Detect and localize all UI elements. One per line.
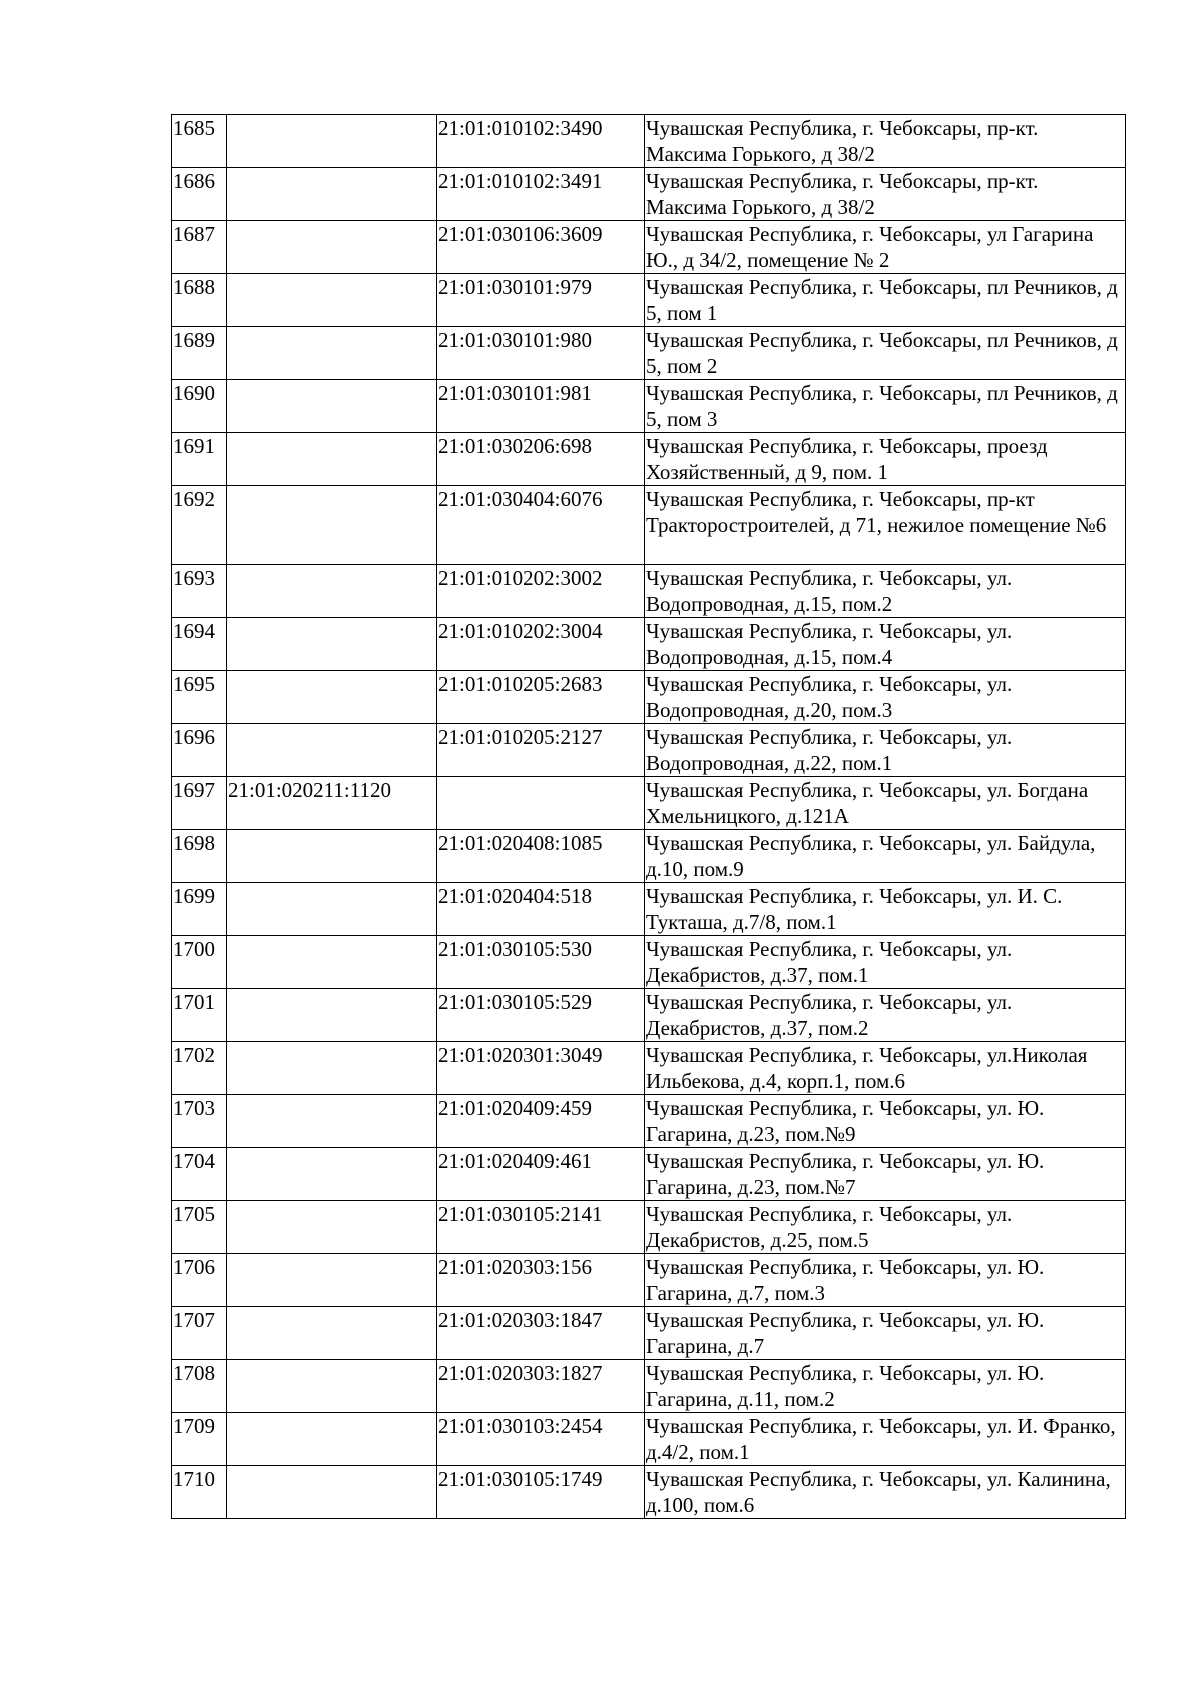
address-cell: Чувашская Республика, г. Чебоксары, пл Речников, д 5, пом 2 [645,327,1126,380]
address-cell: Чувашская Республика, г. Чебоксары, пл Речников, д 5, пом 3 [645,380,1126,433]
row-number-cell: 1702 [172,1042,227,1095]
cadastral-number-premises-cell: 21:01:030105:530 [437,936,645,989]
cadastral-number-building-cell [227,989,437,1042]
row-number-cell: 1694 [172,618,227,671]
address-cell: Чувашская Республика, г. Чебоксары, ул Гагарина Ю., д 34/2, помещение № 2 [645,221,1126,274]
row-number-cell: 1707 [172,1307,227,1360]
cadastral-number-premises-cell: 21:01:020409:459 [437,1095,645,1148]
address-cell: Чувашская Республика, г. Чебоксары, ул. Декабристов, д.37, пом.1 [645,936,1126,989]
cadastral-number-building-cell [227,936,437,989]
cadastral-number-premises-cell: 21:01:020301:3049 [437,1042,645,1095]
registry-table-body [172,115,1126,1519]
cadastral-number-premises-cell: 21:01:010102:3491 [437,168,645,221]
address-cell: Чувашская Республика, г. Чебоксары, пл Речников, д 5, пом 1 [645,274,1126,327]
row-number-cell: 1697 [172,777,227,830]
table-row [172,380,1126,433]
cadastral-number-premises-cell: 21:01:010205:2127 [437,724,645,777]
table-row [172,274,1126,327]
cadastral-number-premises-cell: 21:01:010102:3490 [437,115,645,168]
address-cell: Чувашская Республика, г. Чебоксары, ул. Водопроводная, д.15, пом.4 [645,618,1126,671]
cadastral-number-building-cell [227,724,437,777]
table-row [172,936,1126,989]
table-row [172,565,1126,618]
table-row [172,1254,1126,1307]
cadastral-number-building-cell [227,486,437,565]
row-number-cell: 1692 [172,486,227,565]
cadastral-number-premises-cell: 21:01:030101:980 [437,327,645,380]
row-number-cell: 1706 [172,1254,227,1307]
address-cell: Чувашская Республика, г. Чебоксары, ул. Водопроводная, д.20, пом.3 [645,671,1126,724]
row-number-cell: 1708 [172,1360,227,1413]
row-number-cell: 1703 [172,1095,227,1148]
row-number-cell: 1701 [172,989,227,1042]
cadastral-number-building-cell [227,433,437,486]
table-row [172,115,1126,168]
cadastral-number-premises-cell: 21:01:020303:156 [437,1254,645,1307]
cadastral-number-building-cell [227,1254,437,1307]
cadastral-number-building-cell [227,380,437,433]
cadastral-number-premises-cell [437,777,645,830]
cadastral-number-premises-cell: 21:01:020303:1827 [437,1360,645,1413]
row-number-cell: 1710 [172,1466,227,1519]
cadastral-number-building-cell [227,1466,437,1519]
cadastral-number-building-cell [227,565,437,618]
cadastral-number-building-cell [227,1095,437,1148]
cadastral-number-premises-cell: 21:01:030103:2454 [437,1413,645,1466]
cadastral-number-building-cell [227,1360,437,1413]
cadastral-number-building-cell [227,1148,437,1201]
address-cell: Чувашская Республика, г. Чебоксары, пр-кт. Максима Горького, д 38/2 [645,115,1126,168]
address-cell: Чувашская Республика, г. Чебоксары, ул. Ю. Гагарина, д.23, пом.№7 [645,1148,1126,1201]
row-number-cell: 1696 [172,724,227,777]
row-number-cell: 1709 [172,1413,227,1466]
cadastral-number-premises-cell: 21:01:010202:3002 [437,565,645,618]
row-number-cell: 1688 [172,274,227,327]
cadastral-number-building-cell [227,115,437,168]
cadastral-number-building-cell [227,327,437,380]
address-cell: Чувашская Республика, г. Чебоксары, ул. Ю. Гагарина, д.11, пом.2 [645,1360,1126,1413]
cadastral-number-premises-cell: 21:01:020408:1085 [437,830,645,883]
cadastral-number-premises-cell: 21:01:030206:698 [437,433,645,486]
cadastral-number-premises-cell: 21:01:020409:461 [437,1148,645,1201]
property-registry-table [171,114,1126,1519]
row-number-cell: 1704 [172,1148,227,1201]
address-cell: Чувашская Республика, г. Чебоксары, ул. И. С. Тукташа, д.7/8, пом.1 [645,883,1126,936]
address-cell: Чувашская Республика, г. Чебоксары, ул. Водопроводная, д.15, пом.2 [645,565,1126,618]
row-number-cell: 1705 [172,1201,227,1254]
cadastral-number-building-cell [227,1042,437,1095]
row-number-cell: 1700 [172,936,227,989]
cadastral-number-building-cell [227,1307,437,1360]
address-cell: Чувашская Республика, г. Чебоксары, ул. Декабристов, д.25, пом.5 [645,1201,1126,1254]
cadastral-number-premises-cell: 21:01:030105:529 [437,989,645,1042]
table-row [172,1201,1126,1254]
table-row [172,1466,1126,1519]
cadastral-number-building-cell [227,883,437,936]
cadastral-number-premises-cell: 21:01:010202:3004 [437,618,645,671]
table-row [172,327,1126,380]
row-number-cell: 1685 [172,115,227,168]
address-cell: Чувашская Республика, г. Чебоксары, ул. Байдула, д.10, пом.9 [645,830,1126,883]
row-number-cell: 1691 [172,433,227,486]
cadastral-number-building-cell [227,1201,437,1254]
row-number-cell: 1690 [172,380,227,433]
table-row [172,671,1126,724]
cadastral-number-premises-cell: 21:01:030101:981 [437,380,645,433]
table-row [172,221,1126,274]
address-cell: Чувашская Республика, г. Чебоксары, ул. Ю. Гагарина, д.7, пом.3 [645,1254,1126,1307]
address-cell: Чувашская Республика, г. Чебоксары, ул. Ю. Гагарина, д.23, пом.№9 [645,1095,1126,1148]
table-row [172,1148,1126,1201]
table-row [172,1307,1126,1360]
cadastral-number-premises-cell: 21:01:030105:1749 [437,1466,645,1519]
row-number-cell: 1698 [172,830,227,883]
cadastral-number-building-cell [227,671,437,724]
cadastral-number-building-cell [227,618,437,671]
row-number-cell: 1695 [172,671,227,724]
cadastral-number-building-cell [227,1413,437,1466]
address-cell: Чувашская Республика, г. Чебоксары, ул. Богдана Хмельницкого, д.121А [645,777,1126,830]
table-row [172,618,1126,671]
row-number-cell: 1693 [172,565,227,618]
table-row [172,777,1126,830]
address-cell: Чувашская Республика, г. Чебоксары, ул. Ю. Гагарина, д.7 [645,1307,1126,1360]
address-cell: Чувашская Республика, г. Чебоксары, пр-кт. Максима Горького, д 38/2 [645,168,1126,221]
row-number-cell: 1686 [172,168,227,221]
table-row [172,883,1126,936]
cadastral-number-premises-cell: 21:01:030101:979 [437,274,645,327]
table-row [172,168,1126,221]
address-cell: Чувашская Республика, г. Чебоксары, проезд Хозяйственный, д 9, пом. 1 [645,433,1126,486]
row-number-cell: 1687 [172,221,227,274]
table-row [172,1360,1126,1413]
address-cell: Чувашская Республика, г. Чебоксары, ул. И. Франко, д.4/2, пом.1 [645,1413,1126,1466]
address-cell: Чувашская Республика, г. Чебоксары, ул.Николая Ильбекова, д.4, корп.1, пом.6 [645,1042,1126,1095]
table-row [172,486,1126,565]
cadastral-number-building-cell [227,168,437,221]
table-row [172,433,1126,486]
cadastral-number-premises-cell: 21:01:010205:2683 [437,671,645,724]
table-row [172,1413,1126,1466]
cadastral-number-premises-cell: 21:01:030404:6076 [437,486,645,565]
table-row [172,724,1126,777]
table-row [172,1042,1126,1095]
table-row [172,989,1126,1042]
cadastral-number-premises-cell: 21:01:030106:3609 [437,221,645,274]
row-number-cell: 1689 [172,327,227,380]
cadastral-number-premises-cell: 21:01:020404:518 [437,883,645,936]
table-row [172,1095,1126,1148]
cadastral-number-building-cell [227,830,437,883]
address-cell: Чувашская Республика, г. Чебоксары, ул. Водопроводная, д.22, пом.1 [645,724,1126,777]
address-cell: Чувашская Республика, г. Чебоксары, ул. Калинина, д.100, пом.6 [645,1466,1126,1519]
cadastral-number-building-cell [227,221,437,274]
address-cell: Чувашская Республика, г. Чебоксары, ул. Декабристов, д.37, пом.2 [645,989,1126,1042]
cadastral-number-building-cell [227,274,437,327]
cadastral-number-premises-cell: 21:01:020303:1847 [437,1307,645,1360]
row-number-cell: 1699 [172,883,227,936]
table-row [172,830,1126,883]
address-cell: Чувашская Республика, г. Чебоксары, пр-кт Тракторостроителей, д 71, нежилое помещение №6 [645,486,1126,565]
cadastral-number-building-cell: 21:01:020211:1120 [227,777,437,830]
cadastral-number-premises-cell: 21:01:030105:2141 [437,1201,645,1254]
